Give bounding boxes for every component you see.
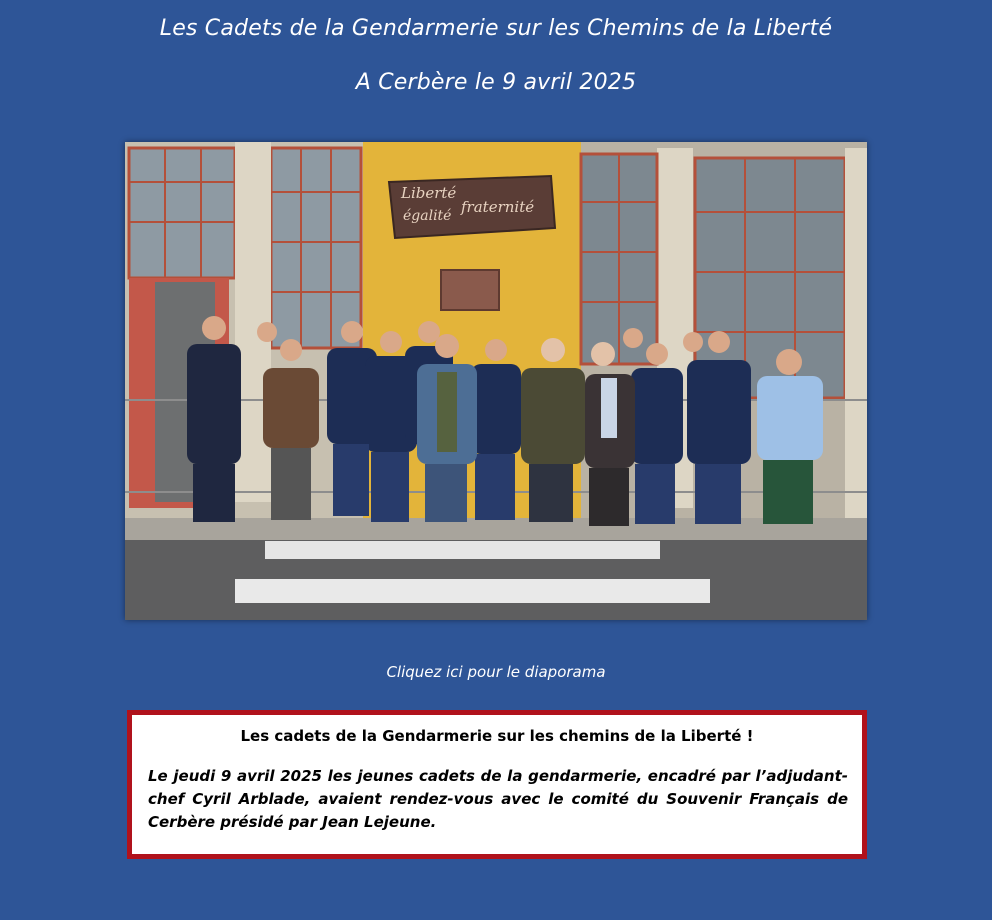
article-box [127, 710, 867, 859]
article-body: Le jeudi 9 avril 2025 les jeunes cadets de la gendarmerie, encadré par l’adjudant-chef Cyril Arblade, avaient rendez-vous avec le comité du Souvenir Français de Cerbère présidé par Jean Lejeune. [148, 767, 848, 831]
group-photo[interactable] [125, 142, 867, 620]
article-heading: Les cadets de la Gendarmerie sur les chemins de la Liberté ! [240, 727, 754, 745]
page-subtitle: A Cerbère le 9 avril 2025 [355, 70, 637, 95]
sign-text-liberte: Liberté [401, 184, 457, 202]
sign-text-egalite: égalité [403, 208, 452, 224]
page-title: Les Cadets de la Gendarmerie sur les Chemins de la Liberté [159, 16, 833, 41]
slideshow-link[interactable]: Cliquez ici pour le diaporama [386, 663, 606, 681]
sign-text-fraternite: fraternité [461, 198, 535, 216]
